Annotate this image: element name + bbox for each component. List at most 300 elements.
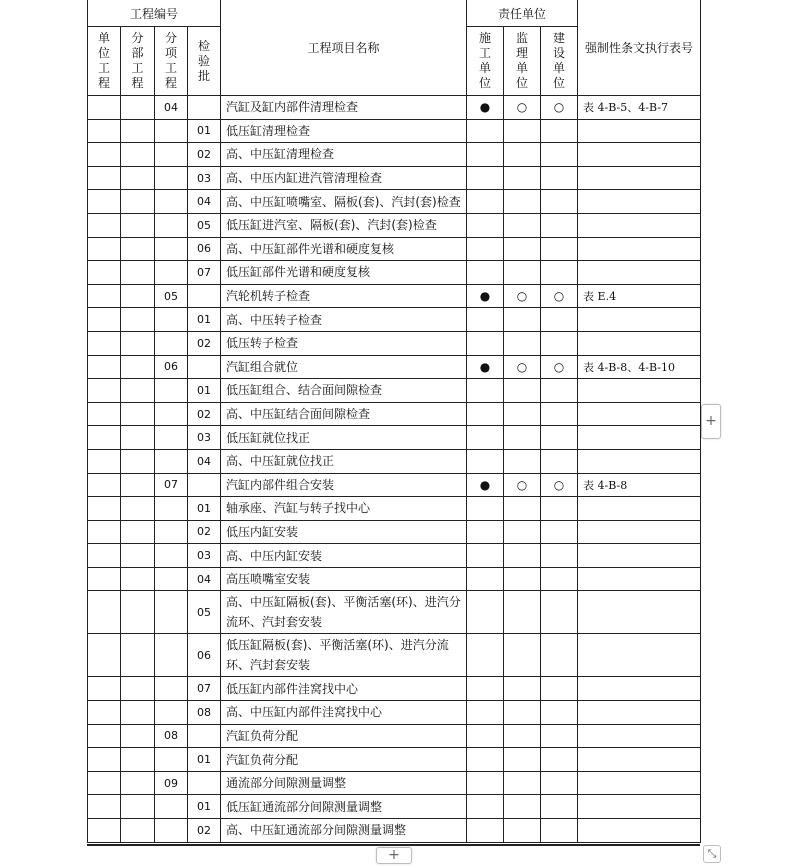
table-row xyxy=(88,449,701,473)
owner-mark xyxy=(541,748,578,772)
batch-code: 07 xyxy=(188,677,221,701)
division-cell xyxy=(121,819,155,843)
header-construction-unit: 施工单位 xyxy=(467,27,504,96)
construction-mark: ● xyxy=(467,355,504,379)
header-supervision-unit: 监理单位 xyxy=(504,27,541,96)
subitem-code: 05 xyxy=(155,284,188,308)
supervision-mark xyxy=(504,331,541,355)
mandatory-ref xyxy=(578,591,701,634)
batch-code: 04 xyxy=(188,567,221,591)
division-cell xyxy=(121,213,155,237)
header-responsible-units: 责任单位 xyxy=(467,0,578,27)
mandatory-ref xyxy=(578,166,701,190)
header-inspection-batch: 检验批 xyxy=(188,27,221,96)
batch-code: 01 xyxy=(188,379,221,403)
division-cell xyxy=(121,771,155,795)
subitem-code xyxy=(155,119,188,143)
supervision-mark: ○ xyxy=(504,96,541,120)
subitem-code xyxy=(155,190,188,214)
batch-code: 01 xyxy=(188,497,221,521)
mandatory-ref xyxy=(578,379,701,403)
header-subitem-project: 分项工程 xyxy=(155,27,188,96)
subitem-code xyxy=(155,308,188,332)
owner-mark xyxy=(541,520,578,544)
supervision-mark xyxy=(504,402,541,426)
owner-mark xyxy=(541,331,578,355)
batch-code: 03 xyxy=(188,426,221,450)
construction-mark xyxy=(467,520,504,544)
unit-cell xyxy=(88,795,121,819)
subitem-code xyxy=(155,701,188,725)
owner-mark xyxy=(541,119,578,143)
division-cell xyxy=(121,567,155,591)
division-cell xyxy=(121,331,155,355)
unit-cell xyxy=(88,771,121,795)
table-resize-handle[interactable]: ⤡ xyxy=(703,845,721,863)
owner-mark: ○ xyxy=(541,355,578,379)
supervision-mark xyxy=(504,497,541,521)
batch-code: 06 xyxy=(188,237,221,261)
owner-mark xyxy=(541,261,578,285)
construction-mark xyxy=(467,771,504,795)
construction-mark xyxy=(467,567,504,591)
subitem-code xyxy=(155,402,188,426)
subitem-code xyxy=(155,819,188,843)
project-name: 高、中压缸隔板(套)、平衡活塞(环)、进汽分流环、汽封套安装 xyxy=(221,591,467,634)
owner-mark xyxy=(541,143,578,167)
table-row xyxy=(88,701,701,725)
table-row xyxy=(88,724,701,748)
division-cell xyxy=(121,190,155,214)
mandatory-ref: 表 4-B-5、4-B-7 xyxy=(578,96,701,120)
header-project-name: 工程项目名称 xyxy=(221,0,467,96)
owner-mark xyxy=(541,213,578,237)
unit-cell xyxy=(88,261,121,285)
owner-mark xyxy=(541,237,578,261)
unit-cell xyxy=(88,379,121,403)
table-row xyxy=(88,213,701,237)
supervision-mark xyxy=(504,677,541,701)
batch-code: 05 xyxy=(188,213,221,237)
division-cell xyxy=(121,261,155,285)
subitem-code xyxy=(155,497,188,521)
project-name: 低压缸部件光谱和硬度复核 xyxy=(221,261,467,285)
subitem-code: 06 xyxy=(155,355,188,379)
table-body xyxy=(88,96,701,843)
mandatory-ref xyxy=(578,213,701,237)
batch-code: 02 xyxy=(188,143,221,167)
division-cell xyxy=(121,426,155,450)
supervision-mark: ○ xyxy=(504,355,541,379)
project-name: 通流部分间隙测量调整 xyxy=(221,771,467,795)
division-cell xyxy=(121,677,155,701)
mandatory-ref xyxy=(578,819,701,843)
division-cell xyxy=(121,308,155,332)
mandatory-ref xyxy=(578,497,701,521)
subitem-code xyxy=(155,634,188,677)
owner-mark xyxy=(541,819,578,843)
table-row xyxy=(88,190,701,214)
supervision-mark xyxy=(504,143,541,167)
header-unit-project: 单位工程 xyxy=(88,27,121,96)
division-cell xyxy=(121,634,155,677)
unit-cell xyxy=(88,119,121,143)
project-name: 高、中压内缸安装 xyxy=(221,544,467,568)
supervision-mark xyxy=(504,237,541,261)
project-name: 高、中压缸通流部分间隙测量调整 xyxy=(221,819,467,843)
mandatory-ref xyxy=(578,237,701,261)
add-row-button[interactable]: + xyxy=(376,847,412,864)
batch-code: 03 xyxy=(188,166,221,190)
unit-cell xyxy=(88,634,121,677)
owner-mark xyxy=(541,795,578,819)
construction-mark xyxy=(467,819,504,843)
table-row xyxy=(88,634,701,677)
batch-code xyxy=(188,724,221,748)
batch-code: 07 xyxy=(188,261,221,285)
subitem-code xyxy=(155,544,188,568)
table-row xyxy=(88,567,701,591)
mandatory-ref xyxy=(578,402,701,426)
owner-mark xyxy=(541,402,578,426)
mandatory-ref xyxy=(578,449,701,473)
table-row xyxy=(88,677,701,701)
project-name: 低压缸内部件洼窝找中心 xyxy=(221,677,467,701)
subitem-code: 09 xyxy=(155,771,188,795)
table-row xyxy=(88,331,701,355)
owner-mark: ○ xyxy=(541,96,578,120)
subitem-code xyxy=(155,748,188,772)
division-cell xyxy=(121,748,155,772)
table-row xyxy=(88,520,701,544)
table-row xyxy=(88,795,701,819)
batch-code xyxy=(188,473,221,497)
construction-mark xyxy=(467,166,504,190)
table-row xyxy=(88,819,701,843)
mandatory-ref xyxy=(578,795,701,819)
construction-mark xyxy=(467,143,504,167)
mandatory-ref xyxy=(578,261,701,285)
supervision-mark xyxy=(504,449,541,473)
table-row xyxy=(88,497,701,521)
header-division-project: 分部工程 xyxy=(121,27,155,96)
supervision-mark xyxy=(504,634,541,677)
mandatory-ref xyxy=(578,190,701,214)
unit-cell xyxy=(88,473,121,497)
supervision-mark xyxy=(504,119,541,143)
construction-mark xyxy=(467,795,504,819)
header-mandatory-ref: 强制性条文执行表号 xyxy=(578,0,701,96)
unit-cell xyxy=(88,748,121,772)
owner-mark xyxy=(541,308,578,332)
division-cell xyxy=(121,237,155,261)
mandatory-ref xyxy=(578,748,701,772)
table-row xyxy=(88,166,701,190)
construction-mark xyxy=(467,449,504,473)
owner-mark: ○ xyxy=(541,473,578,497)
mandatory-ref xyxy=(578,331,701,355)
unit-cell xyxy=(88,96,121,120)
mandatory-ref: 表 4-B-8、4-B-10 xyxy=(578,355,701,379)
subitem-code xyxy=(155,591,188,634)
mandatory-ref: 表 E.4 xyxy=(578,284,701,308)
supervision-mark xyxy=(504,819,541,843)
project-name: 低压缸进汽室、隔板(套)、汽封(套)检查 xyxy=(221,213,467,237)
division-cell xyxy=(121,284,155,308)
table-row xyxy=(88,426,701,450)
header-project-code: 工程编号 xyxy=(88,0,221,27)
project-name: 汽缸负荷分配 xyxy=(221,748,467,772)
batch-code xyxy=(188,284,221,308)
batch-code: 02 xyxy=(188,520,221,544)
inspection-table xyxy=(87,0,701,843)
mandatory-ref xyxy=(578,701,701,725)
owner-mark xyxy=(541,497,578,521)
owner-mark xyxy=(541,701,578,725)
supervision-mark xyxy=(504,748,541,772)
project-name: 高、中压缸结合面间隙检查 xyxy=(221,402,467,426)
project-name: 低压缸通流部分间隙测量调整 xyxy=(221,795,467,819)
owner-mark xyxy=(541,771,578,795)
table-row xyxy=(88,473,701,497)
project-name: 低压缸隔板(套)、平衡活塞(环)、进汽分流环、汽封套安装 xyxy=(221,634,467,677)
unit-cell xyxy=(88,213,121,237)
construction-mark xyxy=(467,331,504,355)
mandatory-ref xyxy=(578,634,701,677)
project-name: 低压缸清理检查 xyxy=(221,119,467,143)
add-column-button[interactable]: + xyxy=(701,404,721,439)
construction-mark xyxy=(467,190,504,214)
subitem-code xyxy=(155,213,188,237)
supervision-mark xyxy=(504,567,541,591)
subitem-code xyxy=(155,426,188,450)
owner-mark xyxy=(541,677,578,701)
construction-mark xyxy=(467,119,504,143)
project-name: 低压缸就位找正 xyxy=(221,426,467,450)
batch-code: 02 xyxy=(188,819,221,843)
table-row xyxy=(88,748,701,772)
subitem-code xyxy=(155,166,188,190)
mandatory-ref xyxy=(578,567,701,591)
construction-mark: ● xyxy=(467,284,504,308)
mandatory-ref xyxy=(578,426,701,450)
supervision-mark xyxy=(504,701,541,725)
unit-cell xyxy=(88,402,121,426)
unit-cell xyxy=(88,677,121,701)
project-name: 轴承座、汽缸与转子找中心 xyxy=(221,497,467,521)
table-row xyxy=(88,379,701,403)
owner-mark xyxy=(541,634,578,677)
construction-mark xyxy=(467,379,504,403)
construction-mark xyxy=(467,724,504,748)
project-name: 高、中压缸内部件洼窝找中心 xyxy=(221,701,467,725)
construction-mark xyxy=(467,634,504,677)
division-cell xyxy=(121,143,155,167)
project-name: 汽缸负荷分配 xyxy=(221,724,467,748)
unit-cell xyxy=(88,724,121,748)
table-row xyxy=(88,284,701,308)
unit-cell xyxy=(88,166,121,190)
division-cell xyxy=(121,449,155,473)
batch-code: 06 xyxy=(188,634,221,677)
construction-mark xyxy=(467,426,504,450)
supervision-mark xyxy=(504,520,541,544)
batch-code: 01 xyxy=(188,795,221,819)
unit-cell xyxy=(88,819,121,843)
table-row xyxy=(88,308,701,332)
owner-mark xyxy=(541,544,578,568)
project-name: 高、中压缸部件光谱和硬度复核 xyxy=(221,237,467,261)
table-row xyxy=(88,143,701,167)
subitem-code xyxy=(155,449,188,473)
batch-code: 01 xyxy=(188,119,221,143)
batch-code: 08 xyxy=(188,701,221,725)
table-row xyxy=(88,119,701,143)
owner-mark xyxy=(541,166,578,190)
owner-mark xyxy=(541,591,578,634)
mandatory-ref xyxy=(578,677,701,701)
unit-cell xyxy=(88,284,121,308)
batch-code: 03 xyxy=(188,544,221,568)
construction-mark xyxy=(467,237,504,261)
project-name: 高、中压转子检查 xyxy=(221,308,467,332)
unit-cell xyxy=(88,190,121,214)
owner-mark xyxy=(541,379,578,403)
division-cell xyxy=(121,520,155,544)
division-cell xyxy=(121,119,155,143)
header-owner-unit: 建设单位 xyxy=(541,27,578,96)
project-name: 汽缸组合就位 xyxy=(221,355,467,379)
batch-code xyxy=(188,96,221,120)
project-name: 汽缸及缸内部件清理检查 xyxy=(221,96,467,120)
table-row xyxy=(88,771,701,795)
unit-cell xyxy=(88,591,121,634)
project-name: 低压内缸安装 xyxy=(221,520,467,544)
project-name: 高、中压内缸进汽管清理检查 xyxy=(221,166,467,190)
table-row xyxy=(88,591,701,634)
owner-mark: ○ xyxy=(541,284,578,308)
supervision-mark xyxy=(504,379,541,403)
supervision-mark xyxy=(504,544,541,568)
unit-cell xyxy=(88,426,121,450)
unit-cell xyxy=(88,567,121,591)
batch-code xyxy=(188,355,221,379)
construction-mark xyxy=(467,308,504,332)
mandatory-ref xyxy=(578,119,701,143)
subitem-code xyxy=(155,143,188,167)
supervision-mark xyxy=(504,591,541,634)
project-name: 低压转子检查 xyxy=(221,331,467,355)
construction-mark xyxy=(467,497,504,521)
unit-cell xyxy=(88,497,121,521)
construction-mark xyxy=(467,544,504,568)
supervision-mark xyxy=(504,261,541,285)
mandatory-ref xyxy=(578,520,701,544)
batch-code: 02 xyxy=(188,402,221,426)
owner-mark xyxy=(541,724,578,748)
supervision-mark xyxy=(504,213,541,237)
unit-cell xyxy=(88,143,121,167)
supervision-mark: ○ xyxy=(504,284,541,308)
mandatory-ref xyxy=(578,724,701,748)
mandatory-ref xyxy=(578,308,701,332)
batch-code: 04 xyxy=(188,190,221,214)
unit-cell xyxy=(88,449,121,473)
subitem-code xyxy=(155,677,188,701)
construction-mark xyxy=(467,701,504,725)
subitem-code: 04 xyxy=(155,96,188,120)
subitem-code xyxy=(155,795,188,819)
supervision-mark xyxy=(504,166,541,190)
batch-code: 04 xyxy=(188,449,221,473)
construction-mark: ● xyxy=(467,473,504,497)
batch-code: 01 xyxy=(188,308,221,332)
unit-cell xyxy=(88,544,121,568)
unit-cell xyxy=(88,331,121,355)
unit-cell xyxy=(88,701,121,725)
table-row xyxy=(88,402,701,426)
division-cell xyxy=(121,473,155,497)
supervision-mark xyxy=(504,771,541,795)
batch-code xyxy=(188,771,221,795)
division-cell xyxy=(121,497,155,521)
supervision-mark xyxy=(504,795,541,819)
division-cell xyxy=(121,795,155,819)
supervision-mark xyxy=(504,426,541,450)
table-row xyxy=(88,237,701,261)
table-row xyxy=(88,355,701,379)
construction-mark xyxy=(467,591,504,634)
mandatory-ref xyxy=(578,143,701,167)
division-cell xyxy=(121,166,155,190)
construction-mark xyxy=(467,748,504,772)
division-cell xyxy=(121,591,155,634)
division-cell xyxy=(121,544,155,568)
owner-mark xyxy=(541,567,578,591)
division-cell xyxy=(121,379,155,403)
subitem-code xyxy=(155,237,188,261)
mandatory-ref xyxy=(578,544,701,568)
construction-mark xyxy=(467,213,504,237)
supervision-mark xyxy=(504,190,541,214)
construction-mark xyxy=(467,261,504,285)
mandatory-ref xyxy=(578,771,701,795)
division-cell xyxy=(121,402,155,426)
subitem-code xyxy=(155,520,188,544)
unit-cell xyxy=(88,355,121,379)
owner-mark xyxy=(541,449,578,473)
batch-code: 02 xyxy=(188,331,221,355)
subitem-code xyxy=(155,567,188,591)
project-name: 高、中压缸喷嘴室、隔板(套)、汽封(套)检查 xyxy=(221,190,467,214)
batch-code: 01 xyxy=(188,748,221,772)
project-name: 高、中压缸清理检查 xyxy=(221,143,467,167)
supervision-mark xyxy=(504,308,541,332)
project-name: 高压喷嘴室安装 xyxy=(221,567,467,591)
batch-code: 05 xyxy=(188,591,221,634)
owner-mark xyxy=(541,190,578,214)
page-bottom-border xyxy=(87,844,700,846)
project-name: 低压缸组合、结合面间隙检查 xyxy=(221,379,467,403)
table-row xyxy=(88,544,701,568)
subitem-code xyxy=(155,331,188,355)
subitem-code: 08 xyxy=(155,724,188,748)
subitem-code xyxy=(155,261,188,285)
table-row xyxy=(88,96,701,120)
division-cell xyxy=(121,724,155,748)
construction-mark xyxy=(467,677,504,701)
division-cell xyxy=(121,701,155,725)
